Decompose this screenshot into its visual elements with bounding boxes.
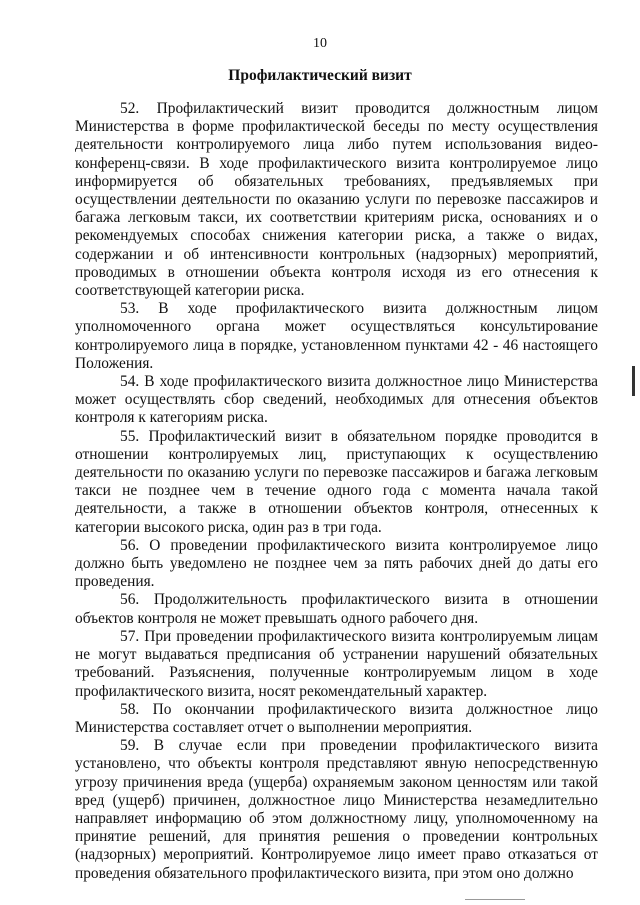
scan-footer-line	[465, 899, 525, 903]
scan-margin-mark	[632, 366, 635, 396]
paragraph-56-duration: 56. Продолжительность профилактического визита в отношении объектов контроля не может превышать одного рабочего дня.	[75, 591, 598, 627]
section-heading: Профилактический визит	[228, 67, 412, 84]
paragraph-54: 54. В ходе профилактического визита должностное лицо Министерства может осуществлять сбор сведений, необходимых для отнесения объектов контроля к категориям риска.	[75, 373, 598, 427]
page-number: 10	[313, 36, 327, 51]
paragraph-59: 59. В случае если при проведении профилактического визита установлено, что объекты контроля представляют явную непосредственную угрозу причинения вреда (ущерба) охраняемым законом ценностям или такой вред (ущерб) причинен, должностное лицо Министерства незамедлительно направляет информацию об этом должностному лицу, уполномоченному на принятие решений, для принятия решения о проведении контрольных (надзорных) мероприятий. Контролируемое лицо имеет право отказаться от проведения обязательного профилактического визита, при этом оно должно	[75, 737, 598, 882]
paragraph-57: 57. При проведении профилактического визита контролируемым лицам не могут выдаваться предписания об устранении нарушений обязательных требований. Разъяснения, полученные контролируемым лицом в ходе профилактического визита, носят рекомендательный характер.	[75, 627, 598, 700]
paragraph-58: 58. По окончании профилактического визита должностное лицо Министерства составляет отчет о выполнении мероприятия.	[75, 700, 598, 736]
paragraph-52: 52. Профилактический визит проводится должностным лицом Министерства в форме профилактической беседы по месту осуществления деятельности контролируемого лица либо путем использования видео-конференц-связи. В ходе профилактического визита контролируемое лицо информируется об обязательных требованиях, предъявляемых при осуществлении деятельности по оказанию услуги по перевозке пассажиров и багажа легковым такси, их соответствии критериям риска, основаниях и о рекомендуемых способах снижения категории риска, а также о видах, содержании и об интенсивности контрольных (надзорных) мероприятий, проводимых в отношении объекта контроля исходя из его отнесения к соответствующей категории риска.	[75, 100, 598, 300]
document-body	[75, 100, 598, 883]
paragraph-56-notice: 56. О проведении профилактического визита контролируемое лицо должно быть уведомлено не позднее чем за пять рабочих дней до даты его проведения.	[75, 536, 598, 591]
paragraph-53: 53. В ходе профилактического визита должностным лицом уполномоченного органа может осуществляться консультирование контролируемого лица в порядке, установленном пунктами 42 - 46 настоящего Положения.	[75, 300, 598, 372]
paragraph-55: 55. Профилактический визит в обязательном порядке проводится в отношении контролируемых лиц, приступающих к осуществлению деятельности по оказанию услуги по перевозке пассажиров и багажа легковым такси не позднее чем в течение одного года с момента начала такой деятельности, а также в отношении объектов контроля, отнесенных к категории высокого риска, один раз в три года.	[75, 427, 598, 536]
